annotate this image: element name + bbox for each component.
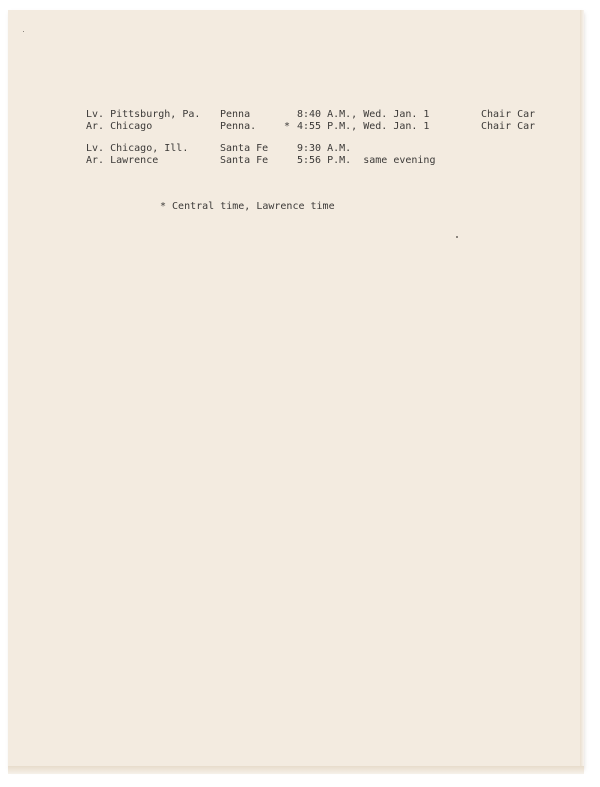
row-2-station: Ar. Chicago [86, 121, 153, 132]
row-2-railroad: Penna. [220, 121, 257, 132]
paper-speck [23, 31, 24, 32]
row-1-car: Chair Car [481, 109, 536, 120]
row-1-railroad: Penna [220, 109, 251, 120]
row-2-time-mark: * [284, 121, 291, 132]
row-3-time: 9:30 A.M. [297, 143, 352, 154]
row-4-station: Ar. Lawrence [86, 155, 159, 166]
row-1-time: 8:40 A.M., Wed. Jan. 1 [297, 109, 430, 120]
paper-right-edge [580, 10, 584, 767]
paper-bottom-edge [8, 766, 584, 774]
row-3-station: Lv. Chicago, Ill. [86, 143, 189, 154]
row-3-railroad: Santa Fe [220, 143, 269, 154]
footnote: * Central time, Lawrence time [160, 201, 335, 212]
row-4-railroad: Santa Fe [220, 155, 269, 166]
paper-speck [456, 236, 458, 238]
row-1-station: Lv. Pittsburgh, Pa. [86, 109, 201, 120]
row-4-time: 5:56 P.M. same evening [297, 155, 436, 166]
row-2-car: Chair Car [481, 121, 536, 132]
row-2-time: 4:55 P.M., Wed. Jan. 1 [297, 121, 430, 132]
